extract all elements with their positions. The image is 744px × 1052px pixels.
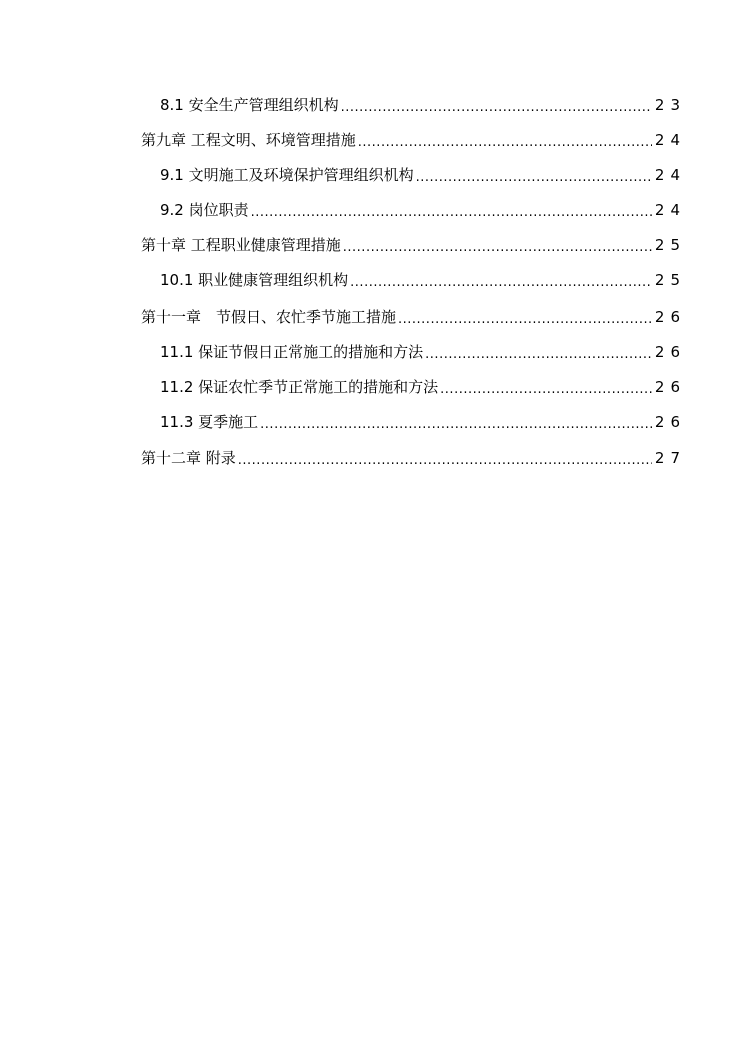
toc-entry-title: 11.1 保证节假日正常施工的措施和方法 [160, 343, 424, 361]
toc-dot-leader [260, 405, 652, 439]
toc-entry-title: 第九章 工程文明、环境管理措施 [141, 131, 356, 149]
toc-entry-title: 9.2 岗位职责 [160, 201, 249, 219]
toc-entry-page-number: 26 [654, 413, 686, 431]
toc-entry[interactable] [141, 228, 686, 262]
toc-dot-leader [398, 300, 652, 334]
toc-dot-leader [358, 123, 652, 157]
toc-entry[interactable] [160, 335, 686, 369]
toc-entry-page-number: 25 [654, 236, 686, 254]
toc-entry[interactable] [160, 88, 686, 122]
toc-entry-page-number: 23 [654, 96, 686, 114]
toc-dot-leader [350, 263, 652, 297]
toc-entry[interactable] [141, 441, 686, 475]
toc-entry-page-number: 26 [654, 308, 686, 326]
toc-entry[interactable] [160, 263, 686, 297]
toc-entry-title: 8.1 安全生产管理组织机构 [160, 96, 339, 114]
toc-entry-title: 10.1 职业健康管理组织机构 [160, 271, 349, 289]
toc-entry[interactable] [141, 123, 686, 157]
toc-dot-leader [341, 88, 652, 122]
toc-entry-page-number: 24 [654, 166, 686, 184]
toc-dot-leader [425, 335, 652, 369]
toc-entry-title: 11.3 夏季施工 [160, 413, 259, 431]
toc-entry-page-number: 26 [654, 343, 686, 361]
toc-entry-page-number: 26 [654, 378, 686, 396]
toc-dot-leader [343, 228, 652, 262]
toc-entry-page-number: 24 [654, 131, 686, 149]
toc-entry[interactable] [160, 158, 686, 192]
toc-dot-leader [238, 441, 652, 475]
toc-entry[interactable] [160, 193, 686, 227]
toc-entry-page-number: 27 [654, 449, 686, 467]
toc-dot-leader [251, 193, 652, 227]
toc-dot-leader [440, 370, 652, 404]
toc-entry-title: 第十二章 附录 [141, 449, 236, 467]
toc-entry[interactable] [160, 370, 686, 404]
toc-entry-title: 9.1 文明施工及环境保护管理组织机构 [160, 166, 414, 184]
toc-entry[interactable] [160, 405, 686, 439]
toc-entry-title: 11.2 保证农忙季节正常施工的措施和方法 [160, 378, 439, 396]
toc-entry-page-number: 25 [654, 271, 686, 289]
toc-entry-title: 第十章 工程职业健康管理措施 [141, 236, 341, 254]
toc-entry[interactable] [141, 300, 686, 334]
toc-entry-page-number: 24 [654, 201, 686, 219]
toc-dot-leader [416, 158, 652, 192]
toc-entry-title: 第十一章 节假日、农忙季节施工措施 [141, 308, 397, 326]
